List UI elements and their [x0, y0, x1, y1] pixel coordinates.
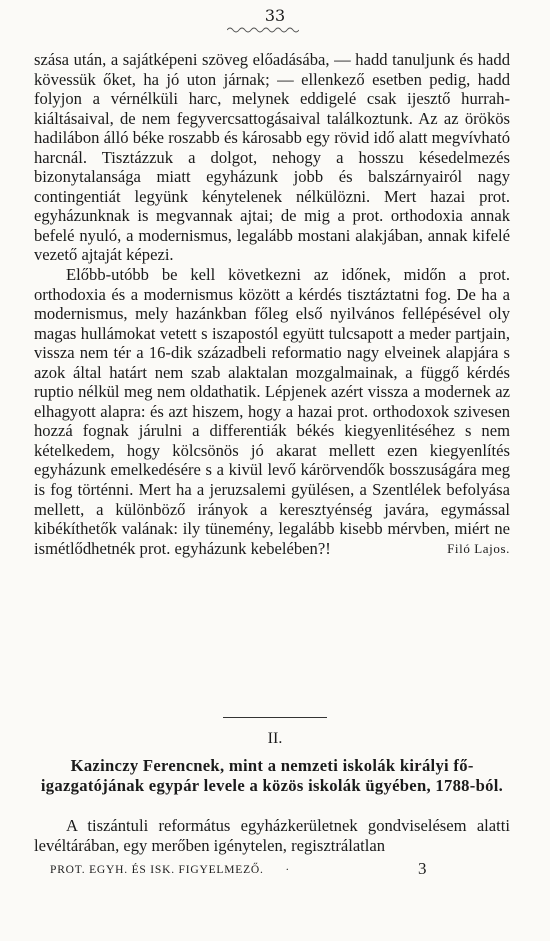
decorative-wave-ornament — [227, 26, 299, 34]
paragraph-2-text: Előbb-utóbb be kell következni az időnek, midőn a prot. orthodoxia és a modernismus között a kérdés tisztáztatni fog. De ha a modernismus, mely hazánkban főleg első nyilvános fellépésével oly magas hullámokat vetett s iszapostól együtt tulcsapott a meder partjain, vissza nem tér a 16-dik századbeli reformatio nagy elveinek alapjára s azok által határt nem szab alaktalan mozgalmainak, a függő kérdés ruptio nélkül meg nem oldathatik. Lépjenek azért vissza a modernek az elhagyott alapra: és azt hiszem, hogy a hazai prot. orthodoxok szivesen hozzá fognak járulni a differentiák békés kiegyenlitéséhez s nem kételkedem, hogy kölcsönös jó akarat mellett ezen kiegyenlítés egyházunk emelkedésére s a kivül levő kárörvendők bosszuságára meg is fog történni. Mert ha a jeruzsalemi gyülésen, a Szentlélek befolyása mellett, a különböző irányok a keresztyénség javára, egymással kibékíthetők valának: ily tünemény, legalább kisebb mérvben, miért ne ismétlődhetnék prot. egyházunk kebelében?! — [34, 265, 510, 558]
footer-signature-mark — [50, 864, 290, 876]
main-text-block — [34, 50, 510, 558]
section-body-text: A tiszántuli református egyházkerületnek gondviselésem alatti levéltárában, egy merőben igénytelen, regisztrálatlan — [34, 816, 510, 855]
section-title: Kazinczy Ferencnek, mint a nemzeti iskolák királyi főigazgatójának egypár levele a közös iskolák ügyében, 1788-ból. — [40, 756, 504, 795]
section-number: II. — [267, 730, 283, 747]
paragraph-1: szása után, a sajátképeni szöveg előadásába, — hadd tanuljunk és hadd kövessük őket, ha jó uton járnak; — ellenkező esetben pedig, hadd folyjon a vérnélküli harc, melynek eddigelé csak ijesztő hurrah-kiáltásaival, de nem fegyvercsattogásaival találkoztunk. Az az örökös hadilábon álló béke roszabb és károsabb egy rövid idő alatt megvívható harcnál. Tisztázzuk a dolgot, nehogy a hosszu késedelmezés bizonytalansága miatt egyházunk jobb és balszárnyairól nagy contingentiát legyünk kénytelenek nélkülözni. Mert hazai prot. egyházunknak is megvannak ajtai; de mig a prot. orthodoxia annak befelé nyuló, a modernismus, legalább mostani alakjában, annak kifelé vezető ajtaját képezi. — [34, 50, 510, 265]
footer-dot: · — [285, 864, 291, 876]
footer-sheet-number: 3 — [418, 859, 427, 878]
footer-journal-title: PROT. EGYH. ÉS ISK. FIGYELMEZŐ. — [50, 864, 264, 876]
author-signature: Filó Lajos. — [447, 540, 510, 556]
page-number: 33 — [264, 6, 286, 25]
section-divider — [223, 717, 327, 718]
paragraph-2 — [34, 265, 510, 558]
